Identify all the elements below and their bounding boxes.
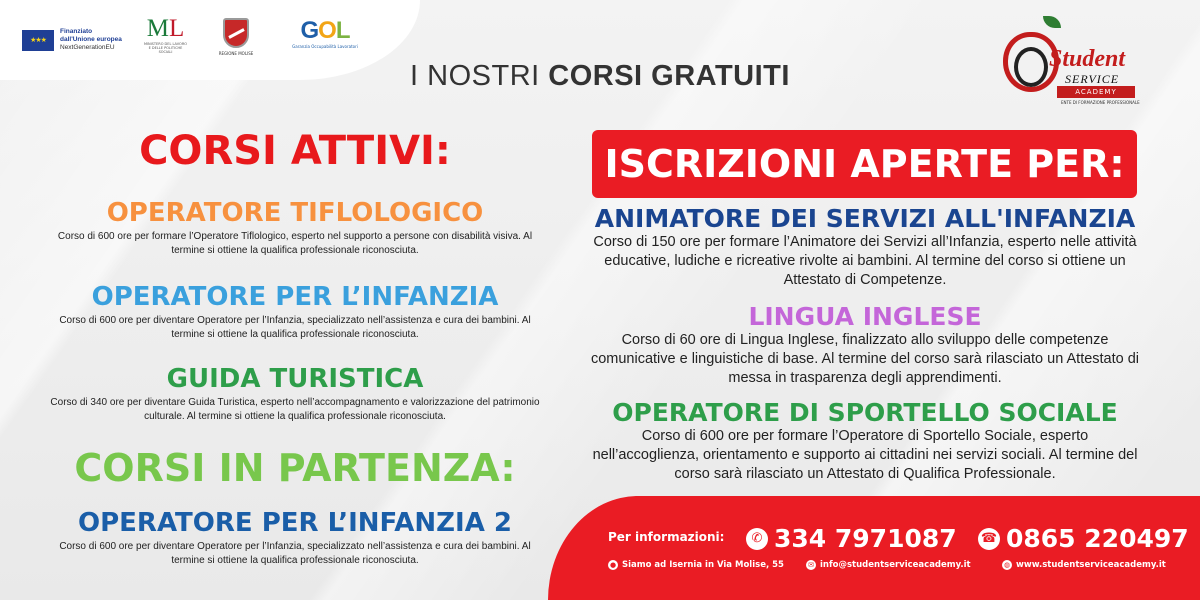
ministry-labour-logo	[143, 16, 188, 64]
email-icon: ✉	[806, 560, 816, 570]
course-lingua-inglese	[572, 302, 1158, 388]
course-title: OPERATORE PER L’INFANZIA 2	[78, 508, 512, 538]
website-info[interactable]	[1002, 560, 1166, 570]
email-link[interactable]: info@studentserviceacademy.it	[820, 560, 971, 570]
course-description: Corso di 600 ore per diventare Operatore per l’Infanzia, specializzato nell’assistenza e cura dei bambini. Al termine si ottiene la qualifica professionale riconosciuta.	[59, 315, 531, 340]
course-title: LINGUA INGLESE	[748, 302, 982, 331]
enrollment-heading: ISCRIZIONI APERTE PER:	[604, 142, 1125, 186]
eu-logo	[22, 28, 122, 52]
enrollment-open-banner	[592, 130, 1137, 198]
brand-service: SERVICE	[1065, 72, 1120, 86]
course-title: OPERATORE TIFLOLOGICO	[106, 198, 484, 228]
ml-caption: MINISTERO DEL LAVORO E DELLE POLITICHE SOCIALI	[143, 42, 188, 54]
course-description: Corso di 600 ore per diventare Operatore per l’Infanzia, specializzato nell’assistenza e cura dei bambini. Al termine si ottiene la qualifica professionale riconosciuta.	[59, 541, 531, 566]
course-guida-turistica	[30, 364, 560, 424]
regione-molise-logo	[218, 18, 254, 56]
course-title: OPERATORE PER L’INFANZIA	[91, 282, 499, 312]
course-animatore-servizi-infanzia	[572, 204, 1158, 290]
website-link[interactable]: www.studentserviceacademy.it	[1016, 560, 1166, 570]
email-info[interactable]	[806, 560, 971, 570]
course-description: Corso di 600 ore per formare l’Operatore di Sportello Sociale, esperto nell’accoglienza, orientamento e supporto ai cittadini nei servizi sociali. Al termine del corso sarà rilasciato un Attestato di Qualifica Professionale.	[592, 428, 1138, 482]
mobile-number[interactable]: 334 7971087	[774, 524, 957, 553]
title-bold: CORSI GRATUITI	[548, 60, 790, 92]
eu-line1: Finanziato	[60, 28, 93, 35]
brand-student: Student	[1049, 46, 1126, 72]
location-pin-icon: ●	[609, 561, 617, 569]
mobile-phone[interactable]	[746, 524, 957, 553]
globe-icon: ◍	[1003, 561, 1011, 569]
brand-academy: ACADEMY	[1057, 86, 1135, 98]
course-operatore-infanzia-2	[30, 508, 560, 568]
course-description: Corso di 600 ore per formare l’Operatore Tiflologico, esperto nel supporto a persone con disabilità visiva. Al termine si ottiene la qualifica professionale riconosciuta.	[57, 231, 533, 256]
course-operatore-tiflologico	[30, 198, 560, 258]
course-description: Corso di 60 ore di Lingua Inglese, finalizzato allo sviluppo delle competenze comunicative e linguistiche di base. Al termine del corso sarà rilasciato un Attestato di messa in trasparenza degli apprendimenti.	[590, 332, 1140, 386]
course-description: Corso di 150 ore per formare l’Animatore dei Servizi all’Infanzia, esperto nelle attività educative, ludiche e ricreative rivolte ai bambini. Al termine del corso si ottiene un Attestato di Competenze.	[593, 234, 1137, 288]
eu-flag-icon: ★★★	[22, 30, 54, 51]
title-light: I NOSTRI	[410, 60, 549, 92]
eu-line2: dall'Unione europea	[60, 36, 122, 43]
leaf-icon	[1043, 16, 1061, 28]
gol-mark-icon: GOL	[300, 17, 350, 44]
course-title: ANIMATORE DEI SERVIZI ALL'INFANZIA	[594, 204, 1136, 233]
address-text: Siamo ad Isernia in Via Molise, 55	[622, 560, 784, 570]
student-service-academy-logo	[1003, 12, 1143, 112]
address-info	[608, 560, 784, 570]
landline-phone[interactable]	[978, 524, 1189, 553]
gol-logo	[292, 18, 358, 49]
brand-tagline: ENTE DI FORMAZIONE PROFESSIONALE	[1061, 100, 1140, 105]
course-operatore-infanzia	[30, 282, 560, 342]
course-description: Corso di 340 ore per diventare Guida Turistica, esperto nell’accompagnamento e valorizzazione del patrimonio culturale. Al termine si ottiene la qualifica professionale riconosciuta.	[50, 397, 540, 422]
starting-courses-heading: CORSI IN PARTENZA:	[74, 446, 516, 490]
ml-mark-icon: ML	[146, 15, 185, 42]
course-title: GUIDA TURISTICA	[166, 364, 424, 394]
contact-label: Per informazioni:	[608, 530, 725, 544]
phone-icon: ☎	[978, 528, 1000, 550]
molise-shield-icon	[223, 18, 249, 48]
whatsapp-icon: ✆	[746, 528, 768, 550]
landline-number[interactable]: 0865 220497	[1006, 524, 1189, 553]
active-courses-heading: CORSI ATTIVI:	[139, 128, 451, 174]
course-operatore-sportello-sociale	[572, 398, 1158, 484]
molise-caption: REGIONE MOLISE	[218, 51, 254, 56]
eu-line3: NextGenerationEU	[60, 44, 115, 51]
gol-caption: Garanzia Occupabilità Lavoratori	[292, 44, 358, 49]
course-title: OPERATORE DI SPORTELLO SOCIALE	[612, 398, 1118, 427]
